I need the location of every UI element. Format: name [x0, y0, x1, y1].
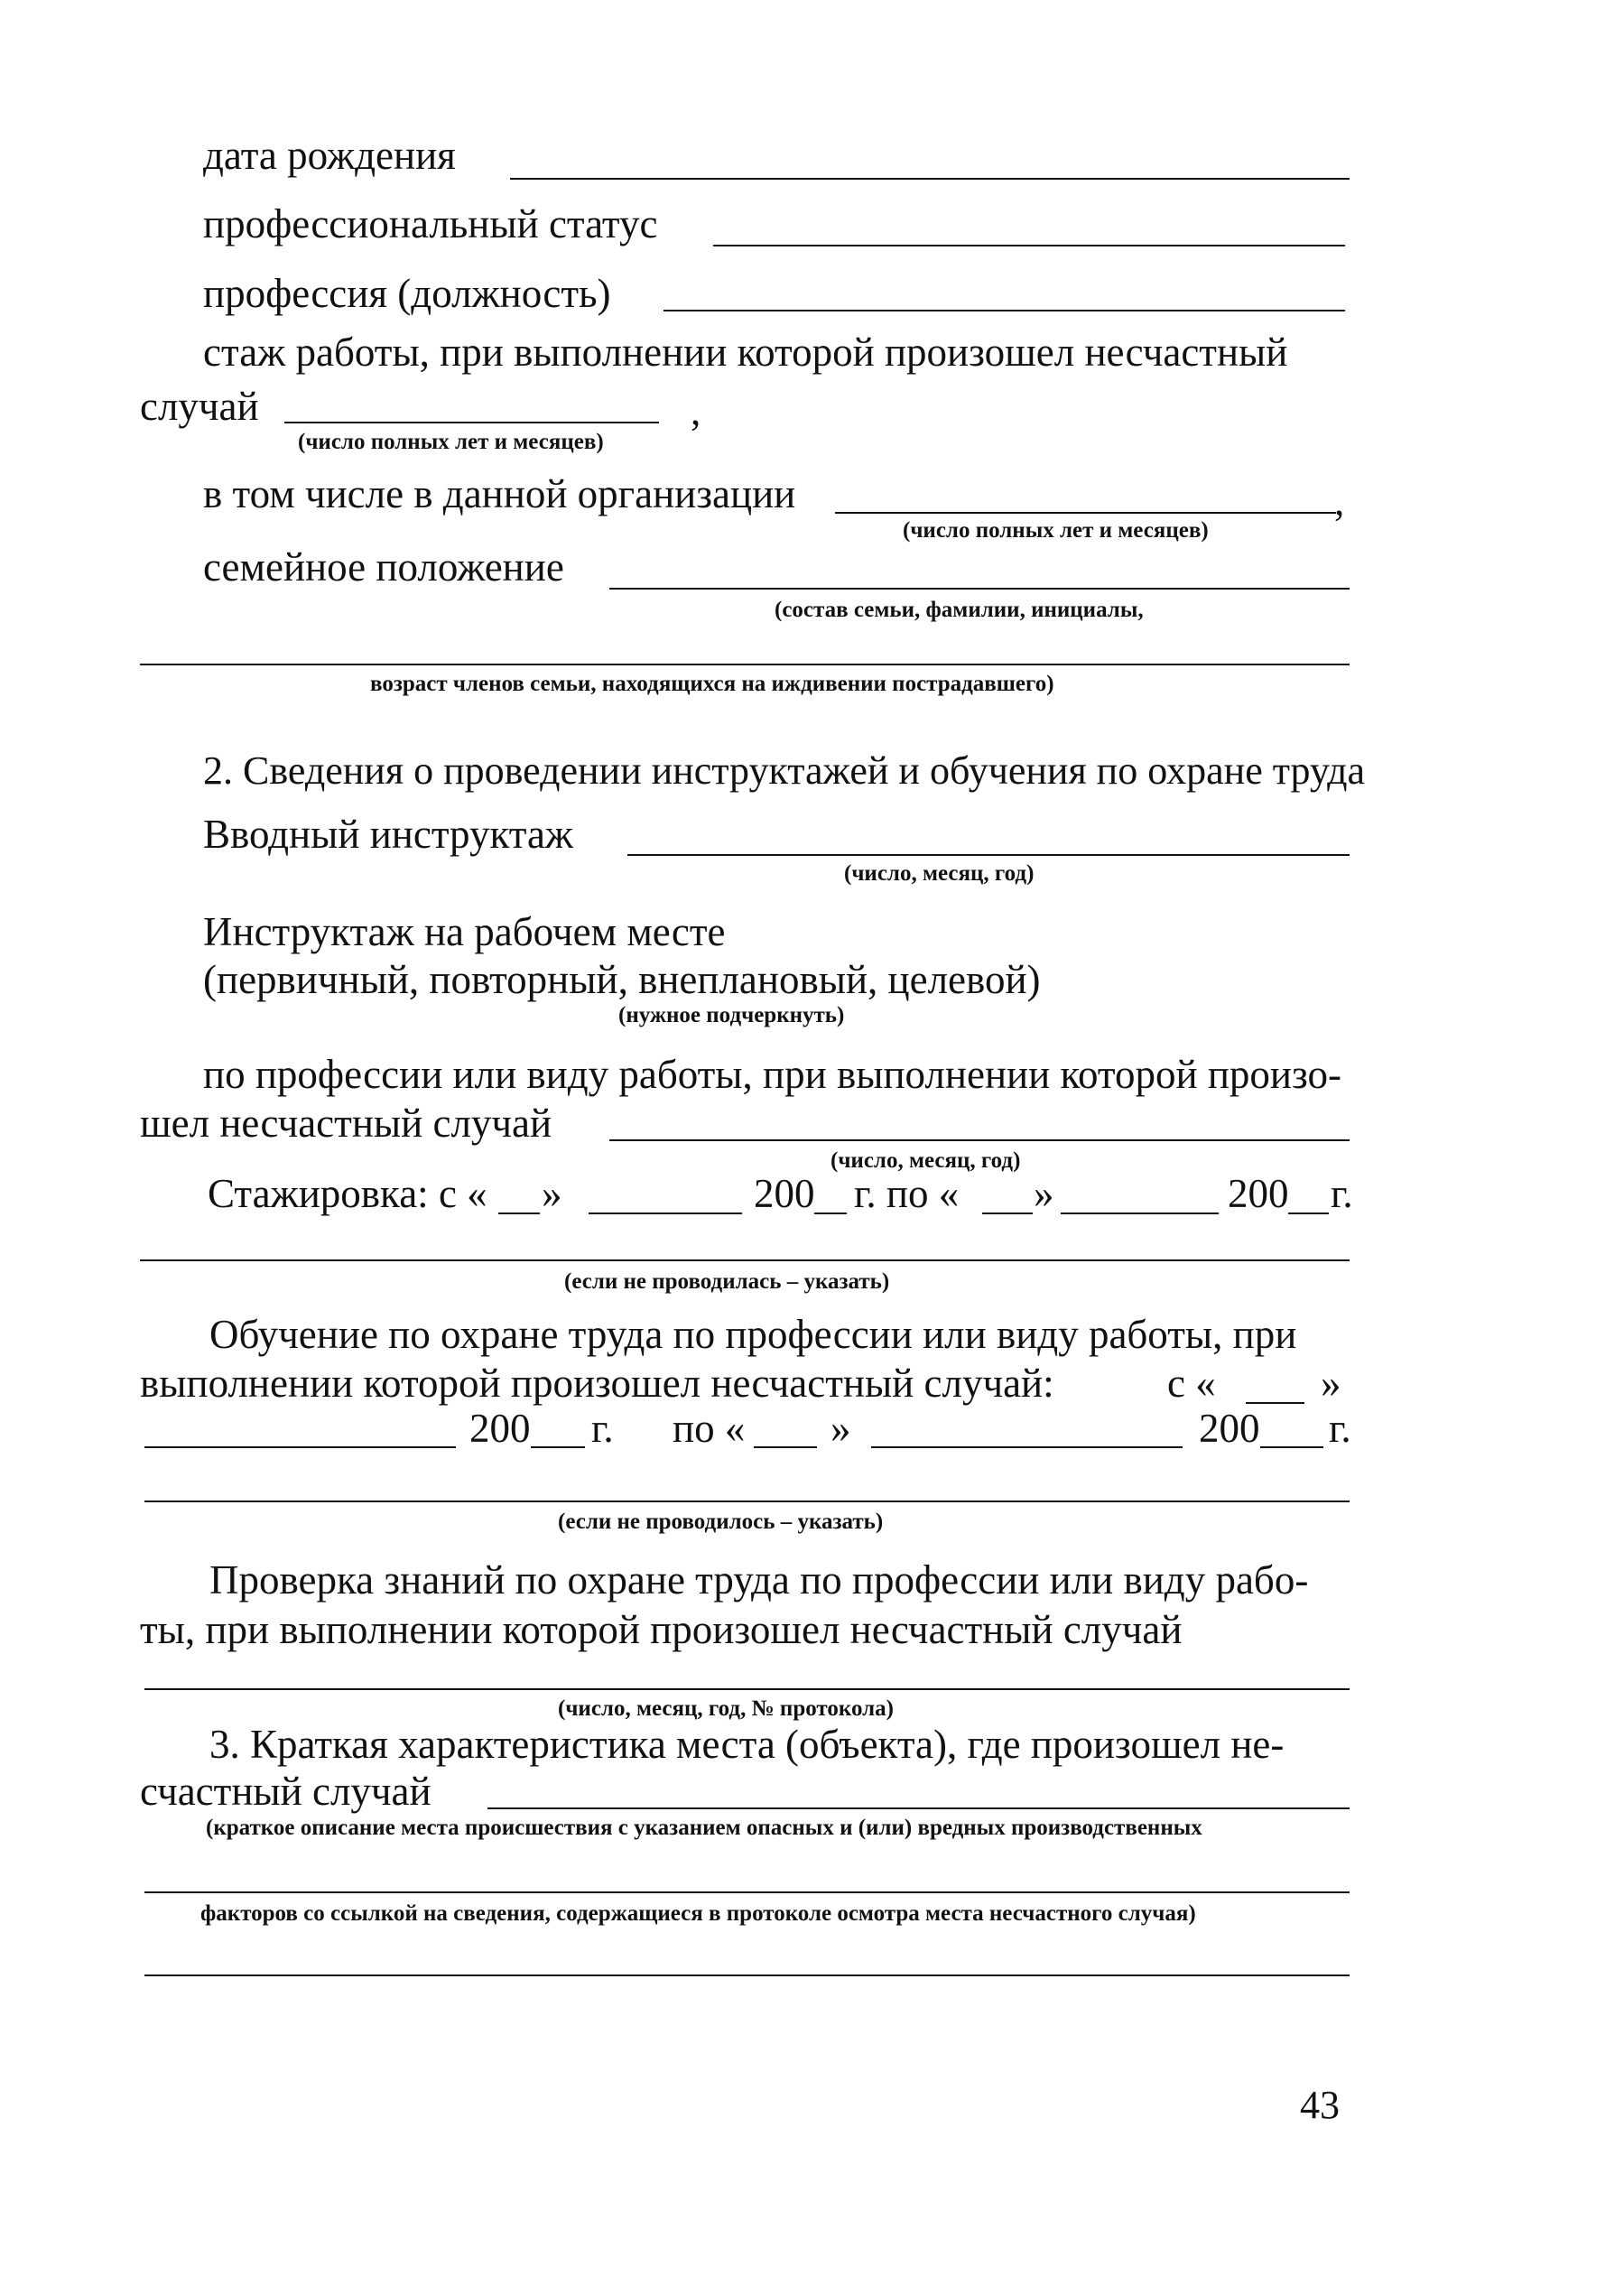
- training-end-month-field[interactable]: [871, 1446, 1183, 1448]
- section3-field-continued[interactable]: [144, 1891, 1350, 1893]
- internship-start-quote-close: »: [542, 1171, 562, 1216]
- internship-end-day-field[interactable]: [982, 1213, 1033, 1214]
- by-profession-hint: (число, месяц, год): [831, 1148, 1021, 1173]
- section3-field-continued-2[interactable]: [144, 1974, 1350, 1976]
- internship-start-day-field[interactable]: [498, 1213, 540, 1214]
- training-start-day-field[interactable]: [1246, 1402, 1304, 1404]
- check-line1: Проверка знаний по охране труда по профессии или виду рабо-: [209, 1557, 1309, 1603]
- training-from-label: с «: [1167, 1361, 1216, 1406]
- check-field[interactable]: [144, 1688, 1350, 1690]
- family-label: семейное положение: [203, 544, 564, 590]
- check-hint: (число, месяц, год, № протокола): [558, 1696, 894, 1721]
- in-org-label: в том числе в данной организации: [203, 471, 796, 516]
- section3-line1: 3. Краткая характеристика места (объекта), где произошел не-: [209, 1722, 1285, 1767]
- section2-heading: 2. Сведения о проведении инструктажей и обучения по охране труда: [203, 748, 1366, 793]
- experience-comma: ,: [691, 388, 701, 433]
- family-hint-2: возраст членов семьи, находящихся на иждивении пострадавшего): [370, 672, 1054, 696]
- internship-end-year-field[interactable]: [1288, 1213, 1329, 1214]
- internship-note-field[interactable]: [140, 1259, 1350, 1261]
- training-end-year-field[interactable]: [1260, 1446, 1323, 1448]
- training-line1: Обучение по охране труда по профессии или виду работы, при: [209, 1312, 1297, 1357]
- prof-status-field[interactable]: [713, 245, 1345, 246]
- section3-field[interactable]: [487, 1807, 1350, 1809]
- training-end-year-prefix: 200: [1199, 1406, 1260, 1451]
- workplace-briefing-label: Инструктаж на рабочем месте: [203, 909, 726, 954]
- training-end-day-field[interactable]: [754, 1446, 817, 1448]
- by-profession-line2: шел несчастный случай: [140, 1101, 552, 1146]
- workplace-briefing-hint: (нужное подчеркнуть): [618, 1003, 845, 1027]
- internship-end-month-field[interactable]: [1061, 1213, 1219, 1214]
- profession-label: профессия (должность): [203, 271, 611, 316]
- training-to-label: по «: [673, 1406, 746, 1451]
- by-profession-field[interactable]: [609, 1139, 1350, 1141]
- internship-end-year-suffix: г.: [1331, 1171, 1353, 1216]
- training-end-quote-close: »: [831, 1406, 851, 1451]
- training-note-field[interactable]: [144, 1501, 1350, 1502]
- internship-to-label: г. по «: [854, 1171, 960, 1216]
- birth-date-field[interactable]: [510, 178, 1350, 180]
- internship-start-month-field[interactable]: [589, 1213, 742, 1214]
- check-line2: ты, при выполнении которой произошел несчастный случай: [140, 1607, 1183, 1652]
- family-field-continued[interactable]: [140, 664, 1350, 665]
- experience-field[interactable]: [284, 422, 659, 423]
- internship-hint: (если не проводилась – указать): [564, 1269, 890, 1294]
- internship-start-year-prefix: 200: [754, 1171, 815, 1216]
- internship-end-quote-close: »: [1034, 1171, 1054, 1216]
- training-start-year-prefix: 200: [469, 1406, 531, 1451]
- page-number: 43: [1300, 2083, 1340, 2127]
- training-end-year-suffix: г.: [1329, 1406, 1351, 1451]
- in-org-comma: ,: [1334, 479, 1345, 524]
- training-start-year-suffix: г.: [591, 1406, 614, 1451]
- training-hint: (если не проводилось – указать): [558, 1510, 884, 1534]
- by-profession-line1: по профессии или виду работы, при выполнении которой произо-: [203, 1052, 1341, 1097]
- training-start-month-field[interactable]: [144, 1446, 456, 1448]
- intro-briefing-field[interactable]: [627, 854, 1350, 856]
- profession-field[interactable]: [664, 310, 1345, 311]
- intro-briefing-hint: (число, месяц, год): [844, 861, 1035, 886]
- internship-end-year-prefix: 200: [1228, 1171, 1289, 1216]
- experience-label-line2: случай: [140, 384, 259, 429]
- family-hint-1: (состав семьи, фамилии, инициалы,: [775, 598, 1144, 622]
- experience-label-line1: стаж работы, при выполнении которой произошел несчастный: [203, 330, 1288, 375]
- internship-start-year-field[interactable]: [814, 1213, 847, 1214]
- workplace-briefing-types: (первичный, повторный, внеплановый, целевой): [203, 957, 1041, 1002]
- in-org-field[interactable]: [835, 512, 1336, 514]
- section3-hint-1: (краткое описание места происшествия с указанием опасных и (или) вредных производственных: [206, 1816, 1202, 1840]
- section3-line2: счастный случай: [140, 1769, 432, 1814]
- section3-hint-2: факторов со ссылкой на сведения, содержащиеся в протоколе осмотра места несчастного случая): [200, 1901, 1196, 1926]
- internship-label: Стажировка: с «: [208, 1171, 487, 1216]
- training-start-year-field[interactable]: [531, 1446, 585, 1448]
- in-org-hint: (число полных лет и месяцев): [903, 518, 1209, 543]
- experience-hint: (число полных лет и месяцев): [298, 430, 604, 454]
- birth-date-label: дата рождения: [203, 133, 456, 178]
- family-field[interactable]: [609, 588, 1350, 590]
- training-start-quote-close: »: [1321, 1361, 1341, 1406]
- prof-status-label: профессиональный статус: [203, 201, 658, 246]
- intro-briefing-label: Вводный инструктаж: [203, 812, 574, 857]
- training-line2: выполнении которой произошел несчастный случай:: [140, 1361, 1054, 1406]
